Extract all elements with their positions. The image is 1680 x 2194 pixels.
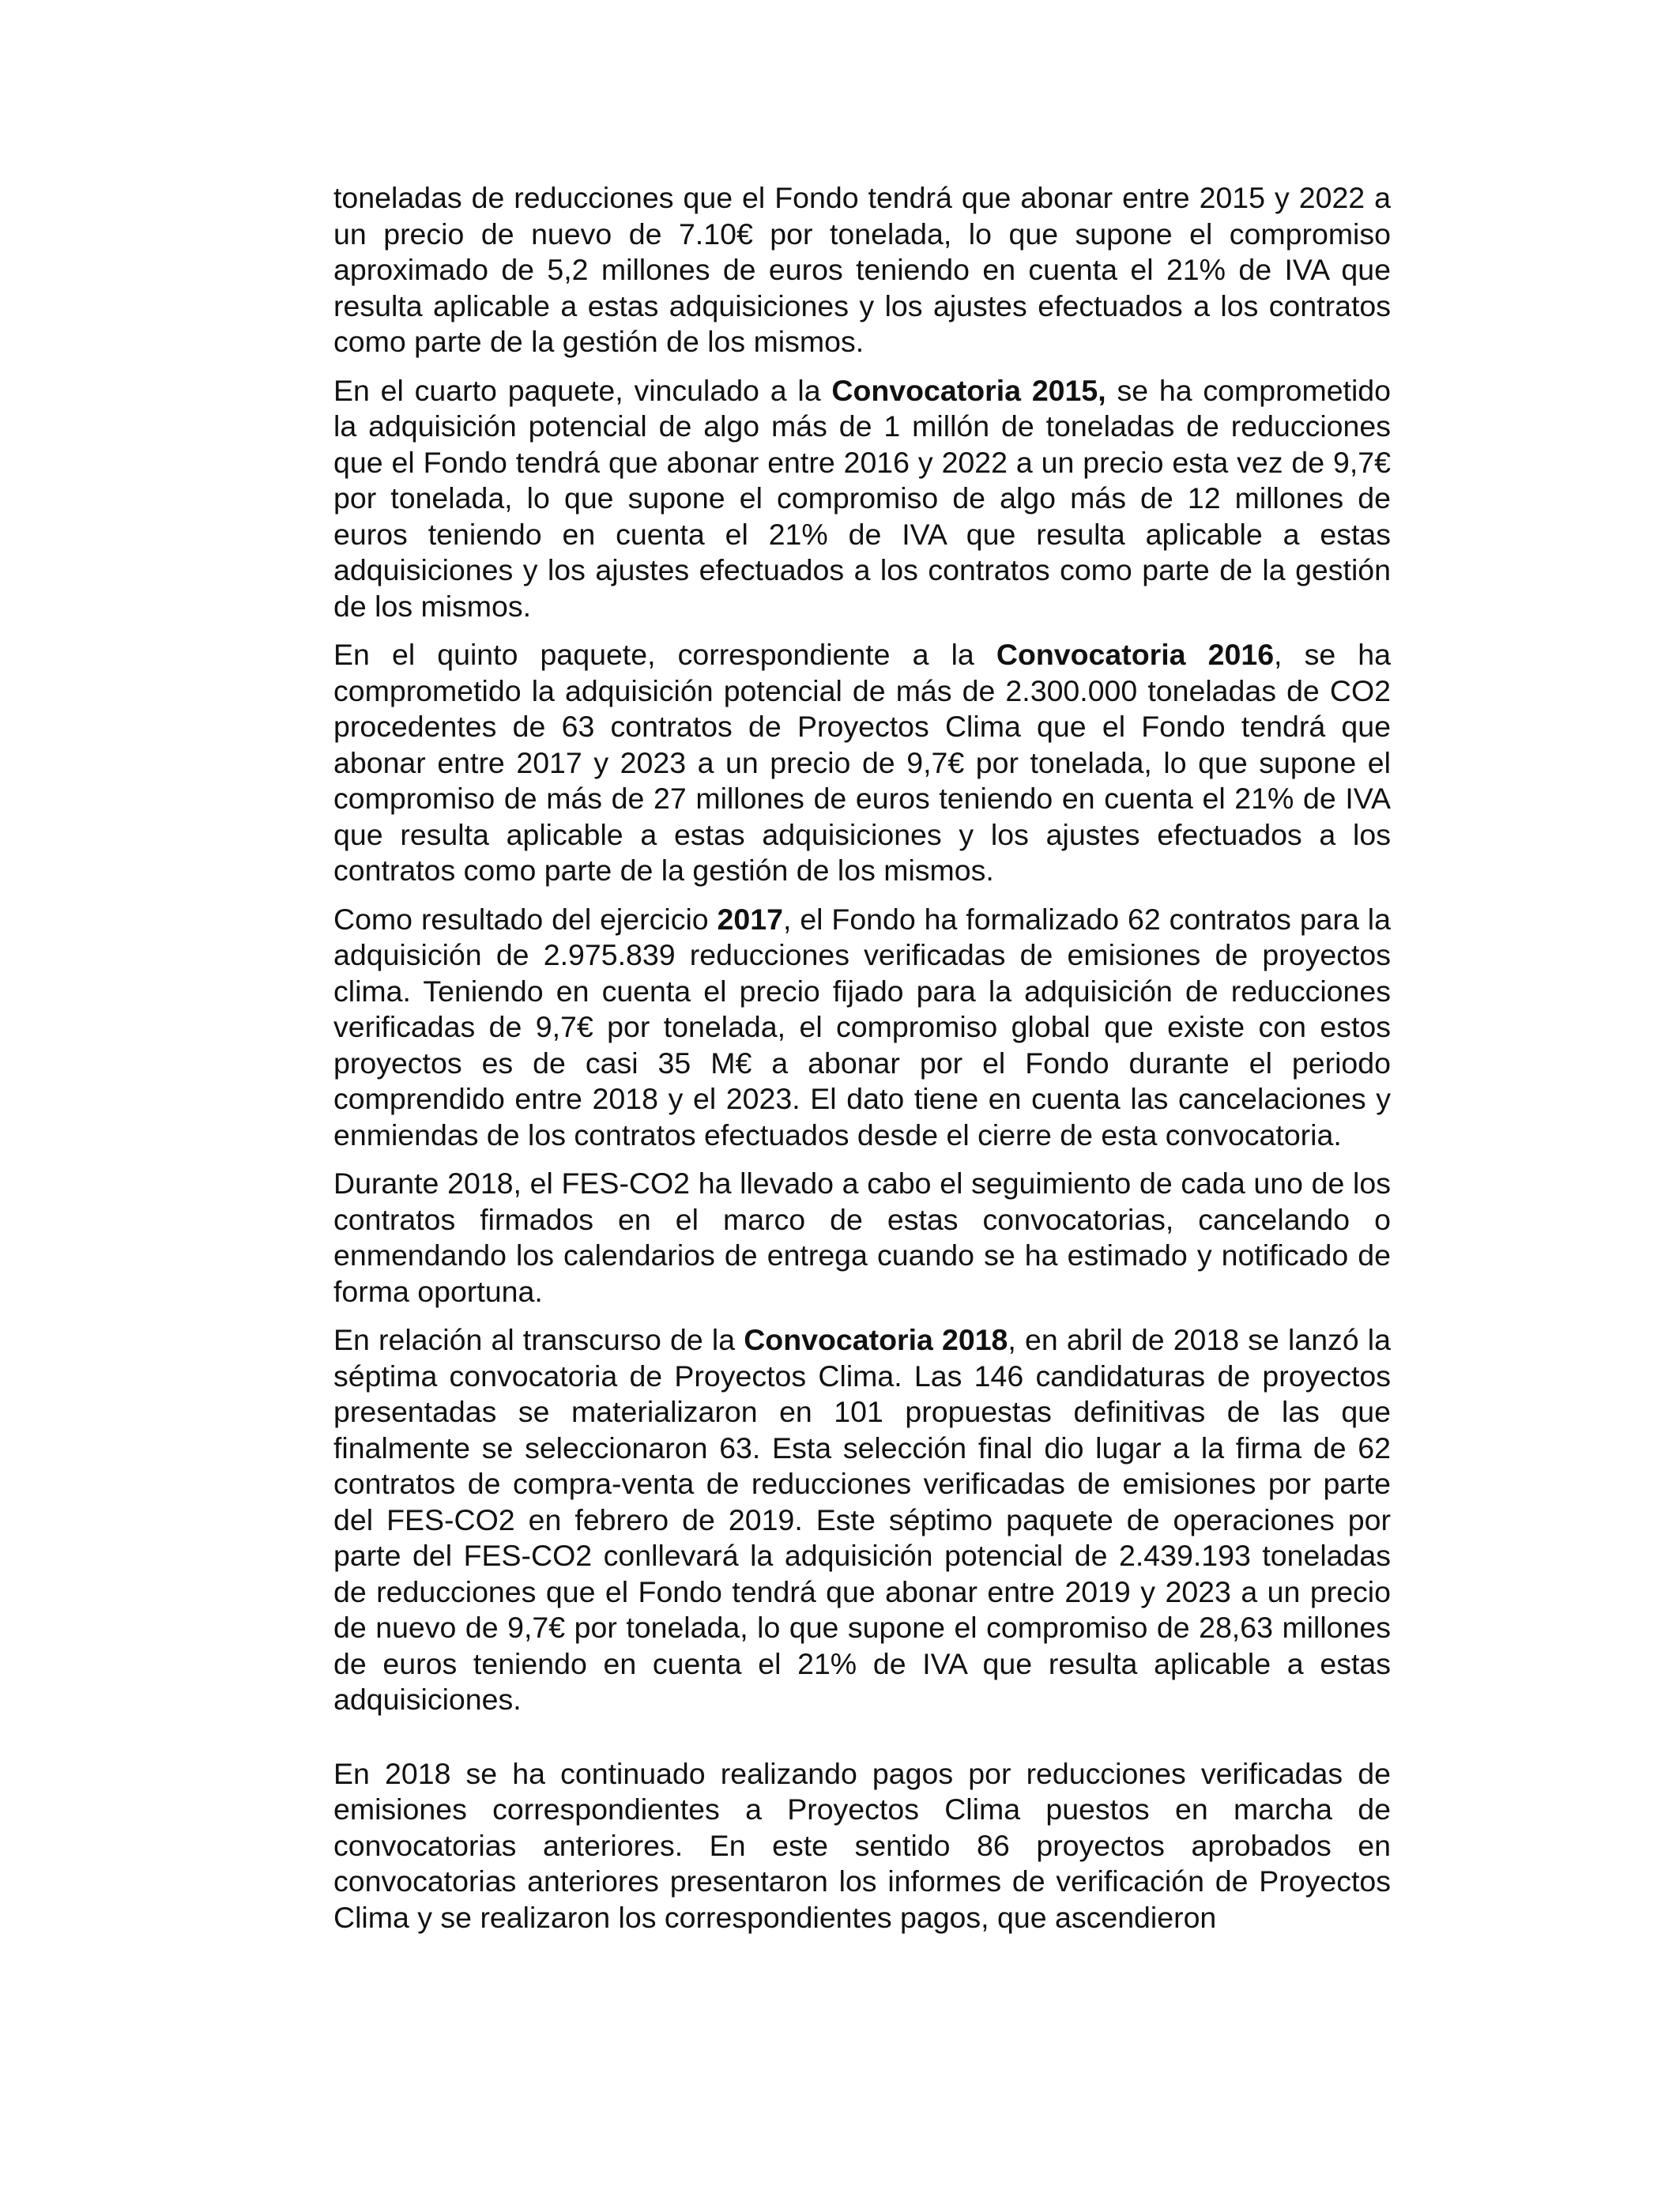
bold-term: Convocatoria 2018 bbox=[744, 1323, 1008, 1356]
paragraph-convocatoria-2015 bbox=[333, 373, 1391, 625]
paragraph-convocatoria-2016 bbox=[333, 637, 1391, 889]
paragraph-text: se ha comprometido la adquisición potencial de algo más de 1 millón de toneladas de reducciones que el Fondo tendrá que abonar entre 2016 y 2022 a un precio esta vez de 9,7€ por tonelada, lo que supone el compromiso de algo más de 12 millones de euros teniendo en cuenta el 21% de IVA que resulta aplicable a estas adquisiciones y los ajustes efectuados a los contratos como parte de la gestión de los mismos. bbox=[333, 373, 1392, 623]
paragraph-text: Durante 2018, el FES-CO2 ha llevado a cabo el seguimiento de cada uno de los contratos firmados en el marco de estas convocatorias, cancelando o enmendando los calendarios de entrega cuando se ha estimado y notificado de forma oportuna. bbox=[333, 1167, 1391, 1308]
paragraph-text: , se ha comprometido la adquisición potencial de más de 2.300.000 toneladas de CO2 procedentes de 63 contratos de Proyectos Clima que el Fondo tendrá que abonar entre 2017 y 2023 a un precio de 9,7€ por tonelada, lo que supone el compromiso de más de 27 millones de euros teniendo en cuenta el 21% de IVA que resulta aplicable a estas adquisiciones y los ajustes efectuados a los contratos como parte de la gestión de los mismos. bbox=[333, 638, 1391, 887]
bold-term: 2017 bbox=[717, 902, 783, 936]
paragraph-text: En relación al transcurso de la bbox=[333, 1323, 744, 1356]
paragraph-ejercicio-2017 bbox=[333, 902, 1391, 1154]
paragraph-text: En 2018 se ha continuado realizando pagos por reducciones verificadas de emisiones correspondientes a Proyectos Clima puestos en marcha de convocatorias anteriores. En este sentido 86 proyectos aprobados en convocatorias anteriores presentaron los informes de verificación de Proyectos Clima y se realizaron los correspondientes pagos, que ascendieron bbox=[333, 1756, 1391, 1934]
paragraph-seguimiento-2018 bbox=[333, 1166, 1391, 1310]
bold-term: Convocatoria 2016 bbox=[996, 638, 1275, 671]
paragraph-text: Como resultado del ejercicio bbox=[333, 902, 718, 936]
paragraph-text: toneladas de reducciones que el Fondo tendrá que abonar entre 2015 y 2022 a un precio de nuevo de 7.10€ por tonelada, lo que supone el compromiso aproximado de 5,2 millones de euros teniendo en cuenta el 21% de IVA que resulta aplicable a estas adquisiciones y los ajustes efectuados a los contratos como parte de la gestión de los mismos. bbox=[333, 181, 1391, 358]
paragraph-pagos-2018 bbox=[333, 1756, 1391, 1936]
paragraph-text: En el quinto paquete, correspondiente a la bbox=[333, 638, 996, 671]
paragraph-contracts-2014 bbox=[333, 180, 1391, 360]
paragraph-convocatoria-2018 bbox=[333, 1322, 1391, 1718]
paragraph-text: En el cuarto paquete, vinculado a la bbox=[333, 373, 832, 407]
paragraph-text: , en abril de 2018 se lanzó la séptima convocatoria de Proyectos Clima. Las 146 candidaturas de proyectos presentadas se materializaron en 101 propuestas definitivas de las que finalmente se seleccionaron 63. Esta selección final dio lugar a la firma de 62 contratos de compra-venta de reducciones verificadas de emisiones por parte del FES-CO2 en febrero de 2019. Este séptimo paquete de operaciones por parte del FES-CO2 conllevará la adquisición potencial de 2.439.193 toneladas de reducciones que el Fondo tendrá que abonar entre 2019 y 2023 a un precio de nuevo de 9,7€ por tonelada, lo que supone el compromiso de 28,63 millones de euros teniendo en cuenta el 21% de IVA que resulta aplicable a estas adquisiciones. bbox=[333, 1323, 1391, 1716]
paragraph-text: , el Fondo ha formalizado 62 contratos para la adquisición de 2.975.839 reducciones verificadas de emisiones de proyectos clima. Teniendo en cuenta el precio fijado para la adquisición de reducciones verificadas de 9,7€ por tonelada, el compromiso global que existe con estos proyectos es de casi 35 M€ a abonar por el Fondo durante el periodo comprendido entre 2018 y el 2023. El dato tiene en cuenta las cancelaciones y enmiendas de los contratos efectuados desde el cierre de esta convocatoria. bbox=[333, 902, 1391, 1152]
bold-term: Convocatoria 2015, bbox=[831, 373, 1106, 407]
body-text bbox=[333, 180, 1391, 1948]
